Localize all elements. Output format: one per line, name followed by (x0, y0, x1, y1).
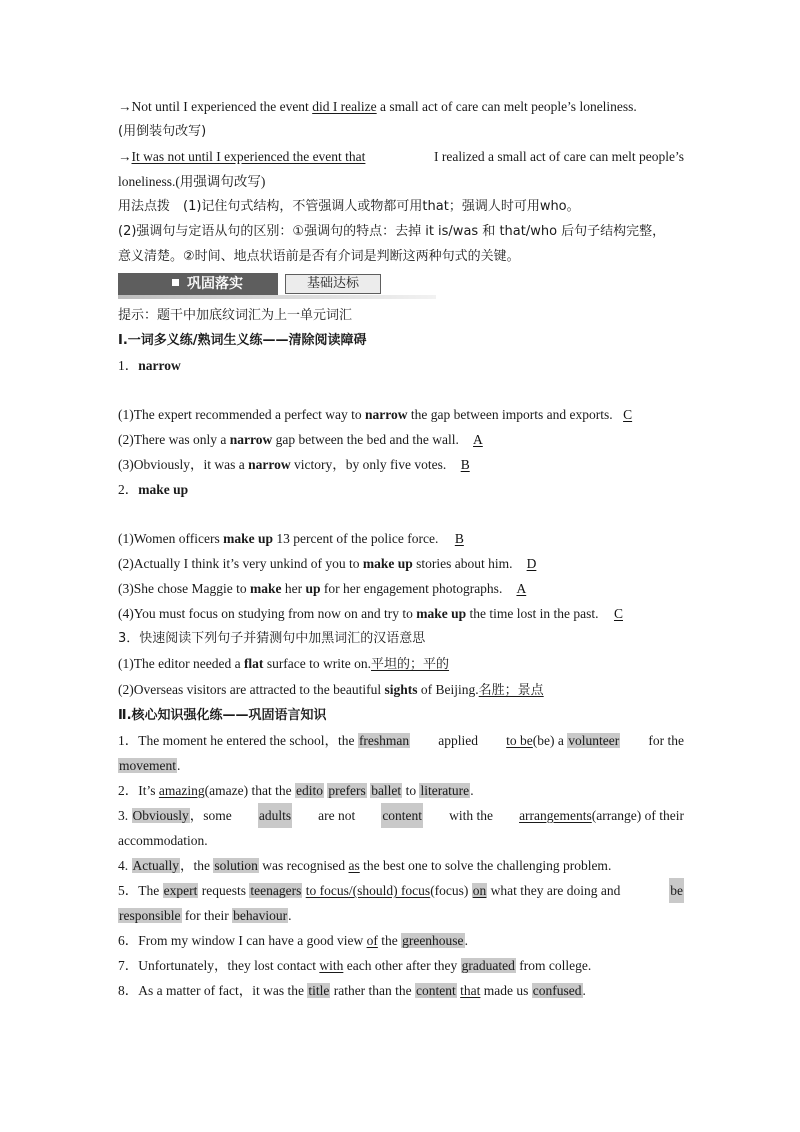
sentence-5-cont: responsible for their behaviour. (119, 908, 292, 923)
answer-blank: D (526, 556, 537, 571)
list-item: (1)Women officers make up 13 percent of the police force. B (118, 526, 684, 551)
sentence-1: 1．The moment he entered the school，the freshman applied to be(be) a volunteer for the (118, 733, 684, 748)
section-1-heading: Ⅰ.一词多义练/熟词生义练——清除阅读障碍 (118, 333, 367, 348)
answer-underline: 平坦的；平的 (371, 657, 450, 672)
banner-tab: 基础达标 (285, 274, 381, 294)
list-item: (2)There was only a narrow gap between the bed and the wall. A (118, 427, 684, 452)
hint-text: 提示：题干中加底纹词汇为上一单元词汇 (118, 308, 353, 323)
square-bullet-icon (172, 279, 179, 286)
sentence-3-cont: accommodation. (118, 833, 208, 848)
usage-tip-2a: (2)强调句与定语从句的区别：①强调句的特点：去掉 it is/was 和 that/who 后句子结构完整， (118, 224, 666, 239)
list-item: (2)Overseas visitors are attracted to the beautiful sights of Beijing.名胜；景点 (118, 682, 544, 698)
question-3-title: 3．快速阅读下列句子并猜测句中加黑词汇的汉语意思 (118, 631, 426, 646)
section-2-heading: Ⅱ.核心知识强化练——巩固语言知识 (118, 708, 327, 723)
answer-blank: B (460, 457, 470, 472)
rewrite-emphasis-note: loneliness.(用强调句改写) (118, 174, 266, 189)
sentence-8: 8．As a matter of fact，it was the title rather than the content that made us confused. (118, 983, 586, 998)
document-page (118, 94, 684, 1003)
text: a small act of care can melt people’s loneliness. (376, 99, 637, 114)
answer-underline: 名胜；景点 (478, 683, 544, 698)
sentence-1-cont: movement. (119, 758, 181, 773)
question-1-title: 1．narrow (118, 358, 181, 373)
answer-blank: C (623, 407, 633, 422)
answer-underline: It was not until I experienced the event that (131, 149, 366, 164)
usage-tip-2b: 意义清楚。②时间、地点状语前是否有介词是判断这两种句式的关键。 (118, 249, 520, 264)
section-banner (118, 273, 684, 299)
list-item: (4)You must focus on studying from now on and try to make up the time lost in the past. C (118, 601, 684, 626)
sentence-4: 4. Actually，the solution was recognised as the best one to solve the challenging problem. (118, 858, 612, 873)
list-item: (3)Obviously，it was a narrow victory，by only five votes. B (118, 452, 684, 477)
sentence-3: 3. Obviously，some adults are not content with the arrangements(arrange) of their (118, 803, 684, 828)
rewrite-inversion-note: (用倒装句改写) (118, 124, 207, 139)
answer-blank: A (473, 432, 483, 447)
sentence-2: 2．It’s amazing(amaze) that the edito prefers ballet to literature. (118, 783, 474, 798)
rewrite-inversion-line (118, 94, 684, 119)
list-item: (1)The expert recommended a perfect way to narrow the gap between imports and exports. C (118, 402, 684, 427)
sentence-7: 7．Unfortunately，they lost contact with each other after they graduated from college. (118, 958, 592, 973)
sentence-6: 6．From my window I can have a good view of the greenhouse. (118, 933, 468, 948)
banner-shadow (118, 295, 436, 299)
answer-blank: A (516, 581, 527, 596)
answer-blank: B (454, 531, 464, 546)
arrow-icon: → (118, 149, 132, 164)
list-item: (2)Actually I think it’s very unkind of you to make up stories about him. D (118, 551, 684, 576)
question-2-title: 2．make up (118, 482, 189, 497)
usage-tip-1: 用法点拨 (1)记住句式结构，不管强调人或物都可用that；强调人时可用who。 (118, 199, 580, 214)
answer-blank: C (613, 606, 623, 621)
list-item: (1)The editor needed a flat surface to write on.平坦的；平的 (118, 656, 450, 672)
sentence-5: 5．The expert requests teenagers to focus/(should) focus(focus) on what they are doing and be (118, 878, 684, 903)
arrow-icon: → (118, 99, 132, 114)
text: I realized a small act of care can melt people’s (434, 149, 684, 164)
answer-underline: did I realize (312, 99, 377, 114)
list-item: (3)She chose Maggie to make her up for her engagement photographs. A (118, 576, 684, 601)
banner-title: 巩固落实 (118, 273, 278, 295)
text: Not until I experienced the event (131, 99, 313, 114)
rewrite-emphasis-line (118, 144, 684, 169)
